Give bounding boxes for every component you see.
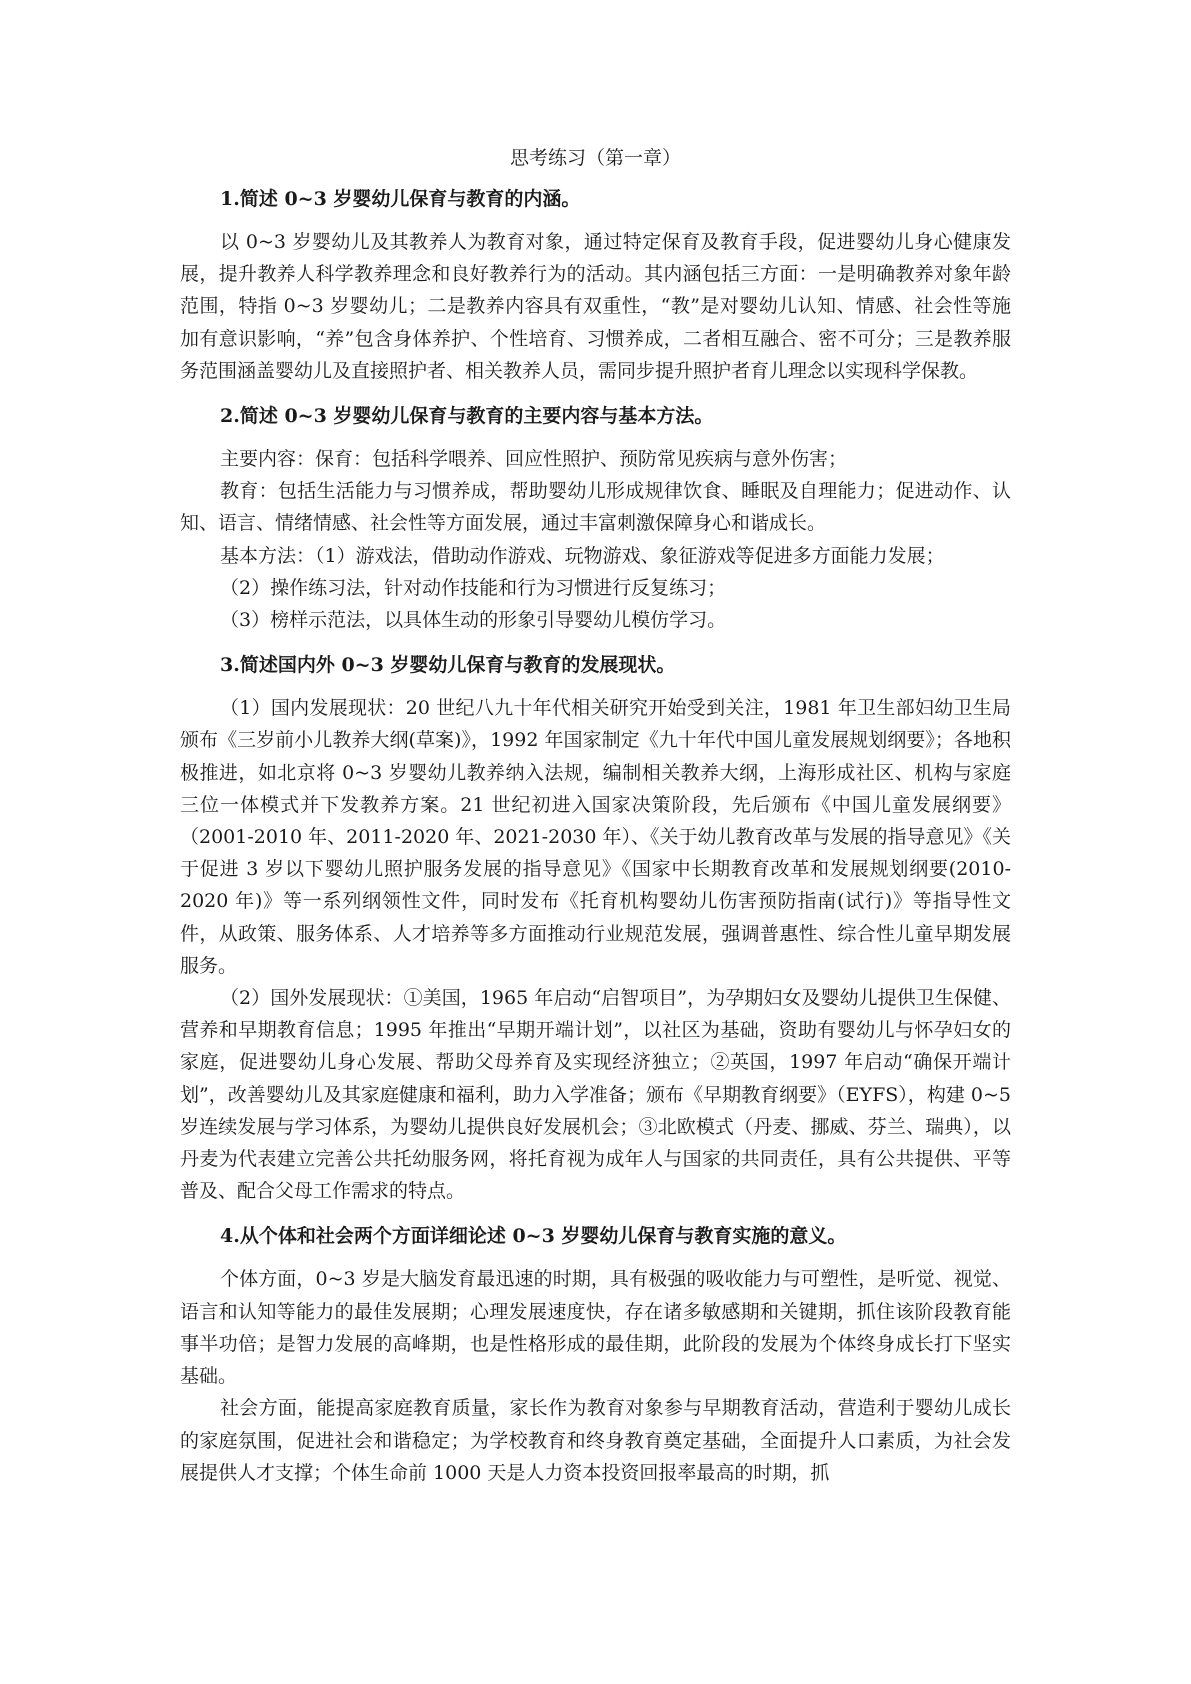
question-1-answer: 以 0~3 岁婴幼儿及其教养人为教育对象，通过特定保育及教育手段，促进婴幼儿身心健康发展，提升教养人科学教养理念和良好教养行为的活动。其内涵包括三方面：一是明确教养对象年龄范围，特指 0~3 岁婴幼儿；二是教养内容具有双重性，“教”是对婴幼儿认知、情感、社会性等施加有意识影响，“养”包含身体养护、个性培育、习惯养成，二者相互融合、密不可分；三是教养服务范围涵盖婴幼儿及直接照护者、相关教养人员，需同步提升照护者育儿理念以实现科学保教。 (180, 231, 1011, 382)
question-3-answer-foreign: （2）国外发展现状：①美国，1965 年启动“启智项目”，为孕期妇女及婴幼儿提供卫生保健、营养和早期教育信息；1995 年推出“早期开端计划”，以社区为基础，资助有婴幼儿与怀孕妇女的家庭，促进婴幼儿身心发展、帮助父母养育及实现经济独立；②英国，1997 年启动“确保开端计划”，改善婴幼儿及其家庭健康和福利，助力入学准备；颁布《早期教育纲要》（EYFS），构建 0~5 岁连续发展与学习体系，为婴幼儿提供良好发展机会；③北欧模式（丹麦、挪威、芬兰、瑞典），以丹麦为代表建立完善公共托幼服务网，将托育视为成年人与国家的共同责任，具有公共提供、平等普及、配合父母工作需求的特点。 (180, 987, 1011, 1203)
question-2-answer-method-2: （2）操作练习法，针对动作技能和行为习惯进行反复练习； (220, 576, 727, 599)
question-2-answer-content-education: 教育：包括生活能力与习惯养成，帮助婴幼儿形成规律饮食、睡眠及自理能力；促进动作、认知、语言、情绪情感、社会性等方面发展，通过丰富刺激保障身心和谐成长。 (180, 480, 1011, 535)
question-4-section (180, 1219, 1011, 1488)
document-title: 思考练习（第一章） (509, 147, 681, 169)
question-2-section (180, 399, 1011, 636)
question-4-heading: 4.从个体和社会两个方面详细论述 0~3 岁婴幼儿保育与教育实施的意义。 (220, 1225, 847, 1248)
question-3-answer-domestic: （1）国内发展现状：20 世纪八九十年代相关研究开始受到关注，1981 年卫生部妇幼卫生局颁布《三岁前小儿教养大纲(草案)》，1992 年国家制定《九十年代中国儿童发展规划纲要》；各地积极推进，如北京将 0~3 岁婴幼儿教养纳入法规，编制相关教养大纲，上海形成社区、机构与家庭三位一体模式并下发教养方案。21 世纪初进入国家决策阶段，先后颁布《中国儿童发展纲要》（2001-2010 年、2011-2020 年、2021-2030 年）、《关于幼儿教育改革与发展的指导意见》《关于促进 3 岁以下婴幼儿照护服务发展的指导意见》《国家中长期教育改革和发展规划纲要(2010-2020 年)》等一系列纲领性文件，同时发布《托育机构婴幼儿伤害预防指南(试行)》等指导性文件，从政策、服务体系、人才培养等多方面推动行业规范发展，强调普惠性、综合性儿童早期发展服务。 (180, 697, 1012, 977)
question-4-answer-individual: 个体方面，0~3 岁是大脑发育最迅速的时期，具有极强的吸收能力与可塑性，是听觉、视觉、语言和认知等能力的最佳发展期；心理发展速度快，存在诸多敏感期和关键期，抓住该阶段教育能事半功倍；是智力发展的高峰期，也是性格形成的最佳期，此阶段的发展为个体终身成长打下坚实基础。 (180, 1268, 1011, 1388)
question-1-heading: 1.简述 0~3 岁婴幼儿保育与教育的内涵。 (220, 188, 581, 210)
question-3-heading: 3.简述国内外 0~3 岁婴幼儿保育与教育的发展现状。 (220, 654, 676, 677)
question-4-answer-society: 社会方面，能提高家庭教育质量，家长作为教育对象参与早期教育活动，营造利于婴幼儿成长的家庭氛围，促进社会和谐稳定；为学校教育和终身教育奠定基础，全面提升人口素质，为社会发展提供人才支撑；个体生命前 1000 天是人力资本投资回报率最高的时期，抓 (180, 1397, 1011, 1484)
question-1-section (180, 182, 1011, 387)
question-3-section (180, 648, 1011, 1207)
question-2-answer-method-3: （3）榜样示范法，以具体生动的形象引导婴幼儿模仿学习。 (220, 609, 727, 632)
question-2-heading: 2.简述 0~3 岁婴幼儿保育与教育的主要内容与基本方法。 (220, 405, 714, 428)
document-page (180, 138, 1011, 1501)
question-2-answer-content-care: 主要内容：保育：包括科学喂养、回应性照护、预防常见疾病与意外伤害； (220, 448, 848, 471)
question-2-answer-method-1: 基本方法：（1）游戏法，借助动作游戏、玩物游戏、象征游戏等促进多方面能力发展； (220, 544, 945, 567)
